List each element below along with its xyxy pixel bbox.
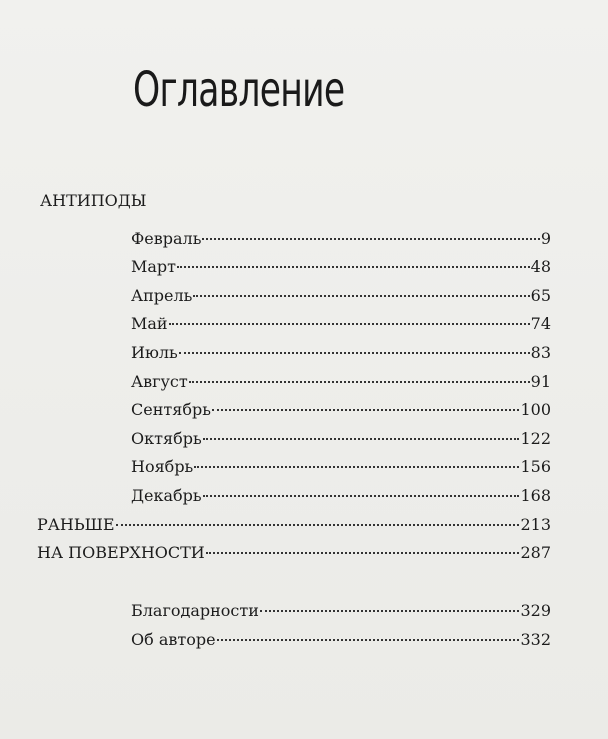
toc-entry-page: 74 <box>530 314 551 333</box>
dot-leader <box>203 424 520 444</box>
toc-entry-label: Май <box>131 314 168 333</box>
toc-entry-label: Март <box>131 257 177 276</box>
dot-leader <box>193 281 529 301</box>
dot-leader <box>260 596 520 616</box>
toc-entry <box>131 625 551 650</box>
toc-entry-page: 122 <box>520 429 551 448</box>
toc-entry <box>131 596 551 621</box>
toc-entry-page: 213 <box>520 515 551 534</box>
toc-entry-label: Апрель <box>131 286 193 305</box>
toc-entry-page: 48 <box>530 257 551 276</box>
toc-entry <box>131 281 551 306</box>
toc-entry-label: Благодарности <box>131 601 259 620</box>
section-heading-antipody: АНТИПОДЫ <box>40 191 147 210</box>
page-title: Оглавление <box>133 62 345 118</box>
toc-part-entry <box>37 538 551 563</box>
toc-entry <box>131 252 551 277</box>
toc-entry-page: 156 <box>520 457 551 476</box>
toc-entry <box>131 309 551 334</box>
dot-leader <box>116 510 520 530</box>
toc-entry <box>131 452 551 477</box>
toc-entry-label: Июль <box>131 343 178 362</box>
toc-entry <box>131 424 551 449</box>
toc-entry-label: Сентябрь <box>131 400 211 419</box>
toc-entry-page: 168 <box>520 486 551 505</box>
dot-leader <box>189 367 530 387</box>
toc-entry-page: 91 <box>530 372 551 391</box>
toc-part-entry <box>37 510 551 535</box>
toc-entry-label: Ноябрь <box>131 457 194 476</box>
dot-leader <box>212 395 520 415</box>
toc-entry-label: Август <box>131 372 188 391</box>
toc-entry-page: 9 <box>540 229 551 248</box>
toc-entry-label: НА ПОВЕРХНОСТИ <box>37 543 205 562</box>
toc-entry-page: 329 <box>520 601 551 620</box>
toc-entry-label: Октябрь <box>131 429 202 448</box>
dot-leader <box>217 625 520 645</box>
dot-leader <box>203 481 520 501</box>
toc-entry-label: РАНЬШЕ <box>37 515 115 534</box>
dot-leader <box>206 538 520 558</box>
toc-entry-label: Февраль <box>131 229 202 248</box>
toc-entry-page: 83 <box>530 343 551 362</box>
toc-entry <box>131 338 551 363</box>
dot-leader <box>194 452 519 472</box>
toc-entry-label: Декабрь <box>131 486 202 505</box>
dot-leader <box>177 252 530 272</box>
dot-leader <box>169 309 530 329</box>
toc-entry-page: 287 <box>520 543 551 562</box>
dot-leader <box>202 224 539 244</box>
toc-entry <box>131 481 551 506</box>
toc-entry <box>131 367 551 392</box>
toc-entry-page: 332 <box>520 630 551 649</box>
toc-entry-page: 100 <box>520 400 551 419</box>
toc-entry-page: 65 <box>530 286 551 305</box>
toc-entry-label: Об авторе <box>131 630 216 649</box>
dot-leader <box>179 338 530 358</box>
toc-entry <box>131 224 551 249</box>
toc-entry <box>131 395 551 420</box>
